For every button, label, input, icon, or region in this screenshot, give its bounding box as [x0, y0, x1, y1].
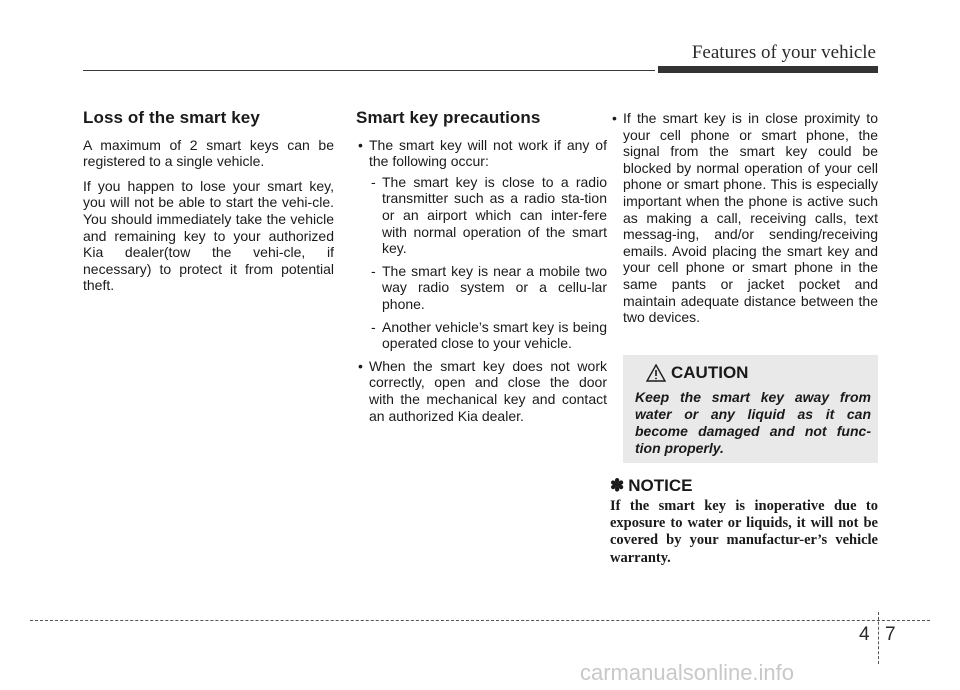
footer-divider	[878, 612, 879, 664]
footer-rule	[30, 620, 930, 621]
paragraph: If you happen to lose your smart key, you will not be able to start the vehi-cle. You should immediately take the vehicle and remaining key to your authorized Kia dealer(tow the vehi-cle, if necessary) to protect it from potential theft.	[83, 177, 334, 294]
warning-triangle-icon	[645, 363, 667, 383]
caution-box	[623, 355, 878, 463]
section-title: Features of your vehicle	[691, 42, 876, 63]
column-precautions	[356, 110, 607, 427]
header-rule	[83, 70, 655, 71]
caution-heading	[645, 363, 748, 383]
bullet-item: • The smart key will not work if any of the following occur:	[356, 137, 607, 170]
sub-item: - Another vehicle’s smart key is being operated close to your vehicle.	[356, 319, 607, 352]
sub-item: - The smart key is near a mobile two way radio system or a cellu-lar phone.	[356, 263, 607, 313]
paragraph: A maximum of 2 smart keys can be registered to a single vehicle.	[83, 136, 334, 170]
heading-precautions: Smart key precautions	[356, 108, 541, 127]
caution-label: CAUTION	[671, 363, 749, 382]
notice-asterisk-icon: ✽	[610, 476, 625, 495]
sub-item: - The smart key is close to a radio transmitter such as a radio sta-tion or an airport which can inter-fere with normal operation of the smart key.	[356, 174, 607, 257]
notice-text: If the smart key is inoperative due to exposure to water or liquids, it will not be covered by your manufactur-er’s vehicle warranty.	[610, 498, 878, 566]
caution-text: Keep the smart key away from water or any liquid as it can become damaged and not func-tion properly.	[635, 389, 871, 456]
column-loss-of-key	[83, 110, 334, 302]
bullet-item: • If the smart key is in close proximity to your cell phone or smart phone, the signal from the smart key could be blocked by normal operation of your cell phone or smart phone. This is especially important when the phone is active such as making a call, receiving calls, text messag-ing, and/or sending/receiving emails. Avoid placing the smart key and your cell phone or smart phone in the same pants or jacket pocket and maintain adequate distance between the two devices.	[610, 110, 878, 326]
bullet-item: • When the smart key does not work correctly, open and close the door with the mechanical key and contact an authorized Kia dealer.	[356, 358, 607, 424]
page-number: 7	[885, 624, 896, 645]
notice-heading	[610, 476, 692, 496]
notice-label: NOTICE	[628, 476, 693, 495]
column-proximity	[610, 110, 878, 329]
chapter-number: 4	[859, 624, 870, 645]
watermark: carmanualsonline.info	[580, 660, 795, 685]
heading-loss-of-key: Loss of the smart key	[83, 108, 260, 127]
header-bar	[658, 66, 878, 73]
